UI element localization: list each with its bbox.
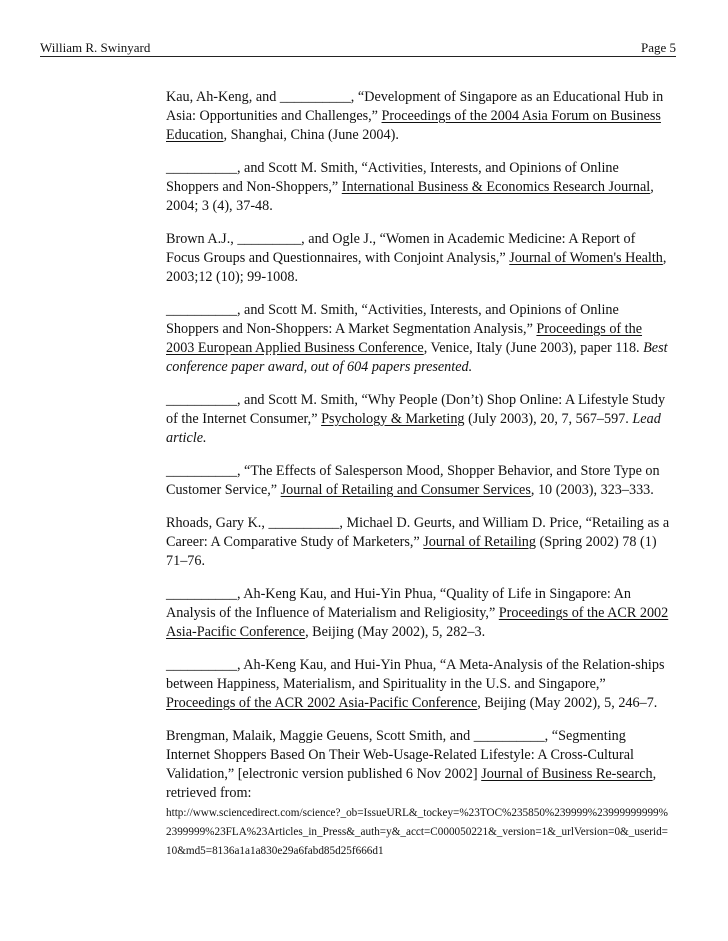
publication-title: Journal of Retailing and Consumer Services: [280, 482, 531, 498]
reference-text: __________, and Scott M. Smith, “Why People (Don’t) Shop Online: A Lifestyle Study of the Internet Consumer,”: [166, 392, 666, 427]
reference-text: __________, Ah-Keng Kau, and Hui-Yin Phua, “A Meta-Analysis of the Relation-ships between Happiness, Materialism, and Spirituality in the U.S. and Singapore,”: [166, 657, 665, 692]
publication-title: International Business & Economics Research Journal: [341, 179, 651, 195]
reference-text: __________, and Scott M. Smith, “Activities, Interests, and Opinions of Online Shoppers and Non-Shoppers,”: [166, 160, 619, 195]
header-page-number: Page 5: [640, 40, 676, 55]
reference-text: , Venice, Italy (June 2003), paper 118.: [423, 340, 644, 356]
reference-note: Best conference paper award, out of 604 papers presented.: [166, 340, 668, 375]
publication-title: Journal of Business Re-search: [481, 766, 653, 782]
reference-entry: [166, 391, 670, 448]
reference-text: Brown A.J., _________, and Ogle J., “Women in Academic Medicine: A Report of Focus Groups and Questionnaires, with Conjoint Analysis,”: [166, 231, 636, 266]
reference-entry: [166, 462, 670, 500]
reference-text: , Beijing (May 2002), 5, 246–7.: [477, 695, 658, 711]
reference-entry: [166, 230, 670, 287]
publication-title: Journal of Women's Health: [509, 250, 663, 266]
reference-text: (Spring 2002) 78 (1) 71–76.: [166, 534, 657, 569]
reference-text: , Beijing (May 2002), 5, 282–3.: [305, 624, 486, 640]
reference-text: __________, “The Effects of Salesperson Mood, Shopper Behavior, and Store Type on Customer Service,”: [166, 463, 660, 498]
reference-entry: [166, 301, 670, 377]
publication-title: Psychology & Marketing: [321, 411, 465, 427]
reference-url[interactable]: http://www.sciencedirect.com/science?_ob=IssueURL&_tockey=%23TOC%235850%239999%23999999999%2399999%23FLA%23Articles_in_Press&_auth=y&_acct=C000050221&_version=1&_urlVersion=0&_userid=10&md5=8136a1a1a830e29a6fabd85d25f666d1: [166, 807, 668, 857]
reference-entry: [166, 656, 670, 713]
reference-text: __________, Ah-Keng Kau, and Hui-Yin Phua, “Quality of Life in Singapore: An Analysis of the Influence of Materialism and Religiosity,”: [166, 586, 631, 621]
reference-list: [166, 88, 670, 860]
publication-title: Journal of Retailing: [423, 534, 536, 550]
header-author: William R. Swinyard: [40, 40, 151, 55]
publication-title: Proceedings of the 2004 Asia Forum on Business Education: [166, 108, 661, 143]
reference-entry: [166, 88, 670, 145]
publication-title: Proceedings of the 2003 European Applied Business Conference: [166, 321, 643, 356]
reference-text: Brengman, Malaik, Maggie Geuens, Scott Smith, and __________, “Segmenting Internet Shoppers Based On Their Web-Usage-Related Lifestyle: A Cross-Cultural Validation,” [electronic version published 6 Nov 2002]: [166, 728, 634, 782]
reference-entry: [166, 585, 670, 642]
reference-text: Rhoads, Gary K., __________, Michael D. Geurts, and William D. Price, “Retailing as a Career: A Comparative Study of Marketers,”: [166, 515, 670, 550]
reference-entry: [166, 727, 670, 860]
publication-title: Proceedings of the ACR 2002 Asia-Pacific Conference: [166, 695, 478, 711]
reference-entry: [166, 514, 670, 571]
reference-text: (July 2003), 20, 7, 567–597.: [464, 411, 633, 427]
reference-text: Kau, Ah-Keng, and __________, “Development of Singapore as an Educational Hub in Asia: Opportunities and Challenges,”: [166, 89, 664, 124]
publication-title: Proceedings of the ACR 2002 Asia-Pacific Conference: [166, 605, 669, 640]
reference-entry: [166, 159, 670, 216]
reference-text: , 2004; 3 (4), 37-48.: [166, 179, 654, 214]
reference-text: , 2003;12 (10); 99-1008.: [166, 250, 667, 285]
reference-text: __________, and Scott M. Smith, “Activities, Interests, and Opinions of Online Shoppers and Non-Shoppers: A Market Segmentation Analysis,”: [166, 302, 619, 337]
reference-text: , Shanghai, China (June 2004).: [223, 127, 399, 143]
reference-note: Lead article.: [166, 411, 661, 446]
reference-text: , retrieved from:: [166, 766, 657, 801]
page-header: [40, 36, 676, 57]
reference-text: , 10 (2003), 323–333.: [530, 482, 654, 498]
